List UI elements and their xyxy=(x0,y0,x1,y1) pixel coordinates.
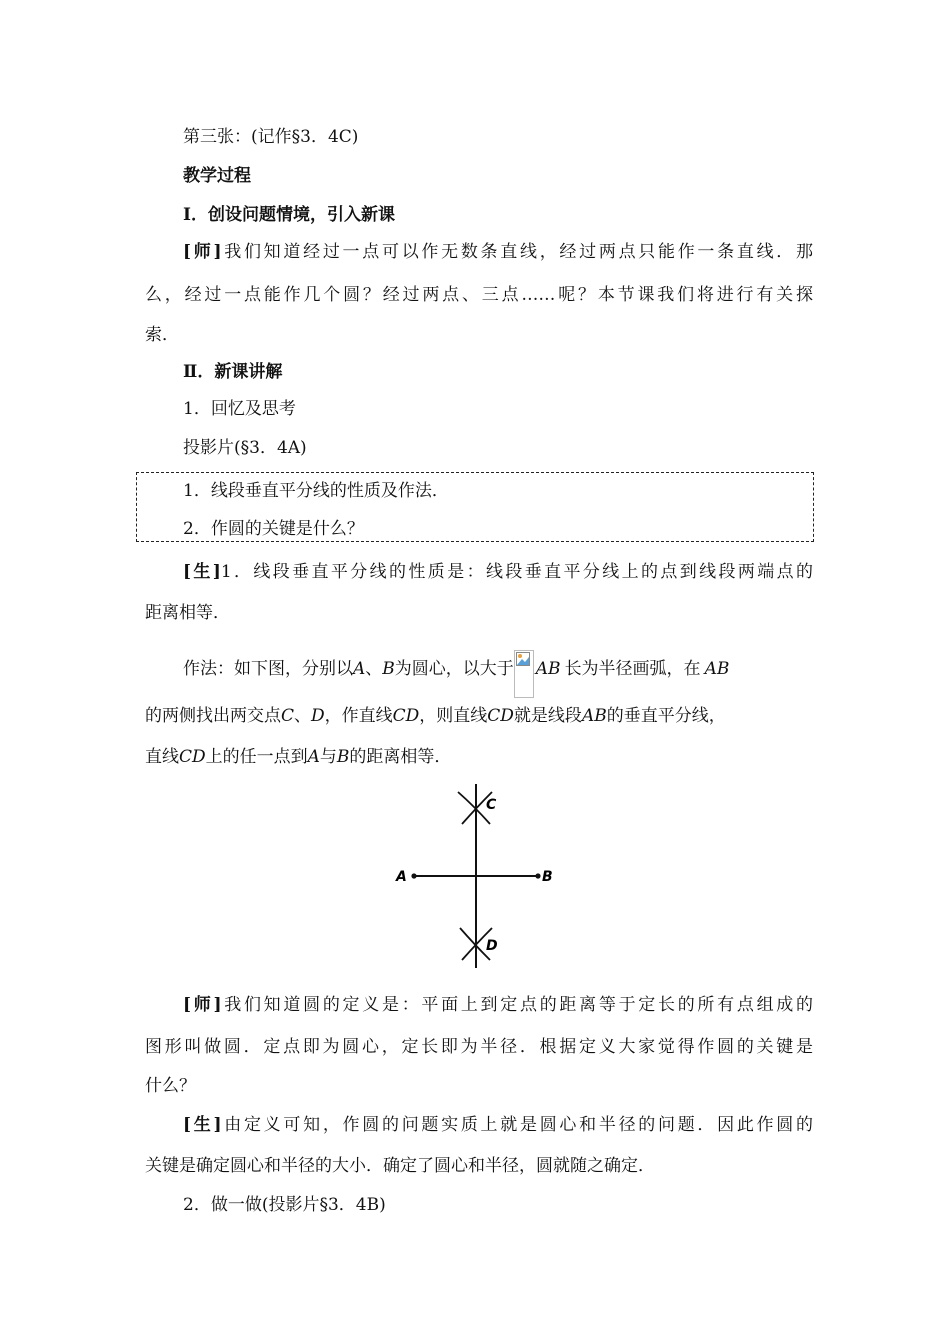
paragraph-line: 索． xyxy=(145,325,179,345)
perpendicular-bisector-figure xyxy=(390,782,560,970)
item-recall-think: 1．回忆及思考 xyxy=(183,399,296,419)
paragraph-student-1: [生]1．线段垂直平分线的性质是：线段垂直平分线上的点到线段两端点的 xyxy=(183,562,813,582)
label-d: D xyxy=(486,938,498,954)
label-b: B xyxy=(542,869,553,885)
section-one-title: Ⅰ．创设问题情境，引入新课 xyxy=(183,205,395,225)
heading-slide-three: 第三张：(记作§3．4C) xyxy=(183,127,359,147)
point-a xyxy=(411,873,416,878)
section-two-title: Ⅱ．新课讲解 xyxy=(183,362,283,382)
paragraph-line: 直线CD上的任一点到A与B的距离相等． xyxy=(145,747,452,767)
paragraph-line: 么，经过一点能作几个圆？经过两点、三点……呢？本节课我们将进行有关探 xyxy=(145,285,813,305)
paragraph-teacher-1: [师]我们知道经过一点可以作无数条直线，经过两点只能作一条直线．那 xyxy=(183,242,814,262)
box-item-1: 1．线段垂直平分线的性质及作法． xyxy=(183,481,449,501)
slide-reference: 投影片(§3．4A) xyxy=(183,438,307,458)
box-item-2: 2．作圆的关键是什么？ xyxy=(183,519,364,539)
paragraph-line: 图形叫做圆．定点即为圆心，定长即为半径．根据定义大家觉得作圆的关键是 xyxy=(145,1037,813,1057)
heading-teaching-process: 教学过程 xyxy=(183,166,251,186)
paragraph-line: 距离相等． xyxy=(145,603,230,623)
paragraph-line: 关键是确定圆心和半径的大小．确定了圆心和半径，圆就随之确定． xyxy=(145,1156,655,1176)
point-b xyxy=(535,873,540,878)
paragraph-line: 的两侧找出两交点C、D，作直线CD，则直线CD就是线段AB的垂直平分线， xyxy=(145,706,726,726)
broken-image-icon xyxy=(514,650,534,698)
item-do-it: 2．做一做(投影片§3．4B) xyxy=(183,1195,386,1215)
paragraph-construction: 作法：如下图，分别以A、B为圆心，以大于 AB 长为半径画弧，在 AB xyxy=(145,650,813,698)
label-c: C xyxy=(486,797,497,813)
paragraph-teacher-2: [师]我们知道圆的定义是：平面上到定点的距离等于定长的所有点组成的 xyxy=(183,995,814,1015)
paragraph-student-2: [生]由定义可知，作圆的问题实质上就是圆心和半径的问题．因此作圆的 xyxy=(183,1115,814,1135)
label-a: A xyxy=(396,869,407,885)
paragraph-line: 什么？ xyxy=(145,1076,196,1096)
